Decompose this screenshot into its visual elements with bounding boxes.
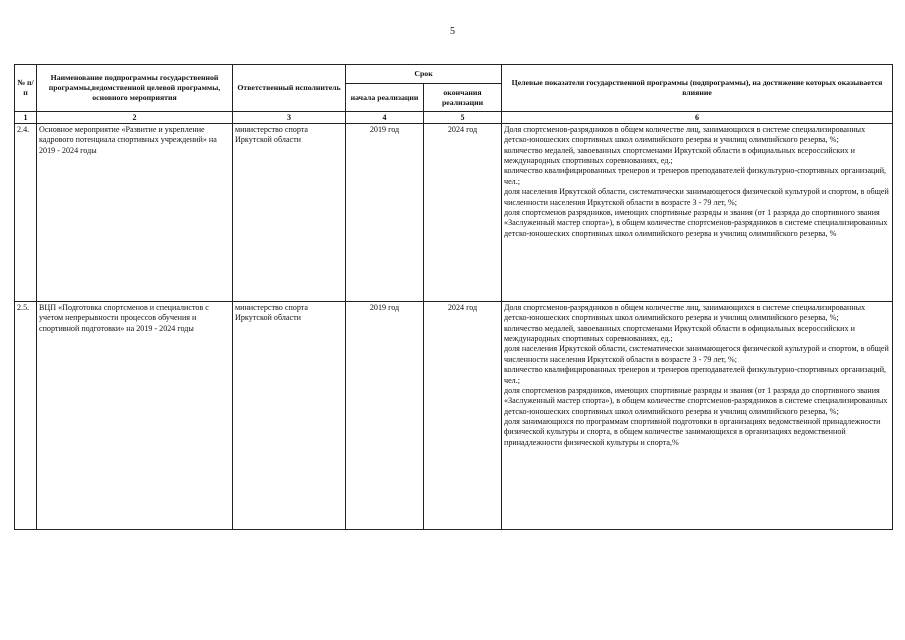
indicator-item: доля спортсменов разрядников, имеющих спортивные разряды и звания (от 1 разряда до спортивного звания «Заслуженный мастер спорта»), в общем количестве спортсменов-разрядников в системе специализированных детско-юношеских спортивных школ олимпийского резерва и училищ олимпийского резерва, %;	[504, 385, 888, 416]
column-numbers-row	[15, 112, 893, 124]
indicator-item: доля населения Иркутской области, систематически занимающегося физической культурой и спортом, в общей численности населения Иркутской области в возрасте 3 - 79 лет, %;	[504, 344, 889, 364]
row-start: 2019 год	[346, 124, 424, 302]
indicator-item: Доля спортсменов-разрядников в общем количестве лиц, занимающихся в системе специализированных детско-юношеских спортивных школ олимпийского резерва и училищ олимпийского резерва, %;	[504, 303, 866, 323]
row-num: 2.4.	[15, 124, 37, 302]
row-name: ВЦП «Подготовка спортсменов и специалистов с учетом непрерывности процессов обучения и спортивной подготовки» на 2019 - 2024 годы	[37, 302, 233, 530]
header-term: Срок	[346, 65, 502, 84]
header-name: Наименование подпрограммы государственной программы,ведомственной целевой программы, основного мероприятия	[37, 65, 233, 112]
row-name: Основное мероприятие «Развитие и укрепление кадрового потенциала спортивных учреждений» на 2019 - 2024 годы	[37, 124, 233, 302]
table-row	[15, 124, 893, 302]
table-row	[15, 302, 893, 530]
row-num: 2.5.	[15, 302, 37, 530]
indicator-item: доля занимающихся по программам спортивной подготовки в организациях ведомственной принадлежности физической культуры и спорта, в общем количестве занимающихся в организациях ведомственной принадлежности физической культуры и спорта,%	[504, 416, 881, 447]
indicator-item: доля населения Иркутской области, систематически занимающегося физической культурой и спортом, в общей численности населения Иркутской области в возрасте 3 - 79 лет, %;	[504, 187, 889, 207]
column-number: 3	[233, 112, 346, 124]
header-indicators: Целевые показатели государственной программы (подпрограммы), на достижение которых оказывается влияние	[502, 65, 893, 112]
column-number: 4	[346, 112, 424, 124]
row-start: 2019 год	[346, 302, 424, 530]
page-number: 5	[450, 26, 455, 37]
row-indicators	[502, 302, 893, 530]
indicator-item: количество медалей, завоеванных спортсменами Иркутской области в официальных всероссийских и международных спортивных соревнованиях, ед.;	[504, 323, 855, 344]
header-num: № п/п	[15, 65, 37, 112]
header-end: окончания реализации	[424, 84, 502, 112]
column-number: 1	[15, 112, 37, 124]
indicator-item: количество квалифицированных тренеров и тренеров преподавателей физкультурно-спортивных организаций, чел.;	[504, 166, 887, 186]
column-number: 5	[424, 112, 502, 124]
header-executor: Ответственный исполнитель	[233, 65, 346, 112]
row-indicators	[502, 124, 893, 302]
row-executor: министерство спорта Иркутской области	[233, 124, 346, 302]
column-number: 2	[37, 112, 233, 124]
indicator-item: количество медалей, завоеванных спортсменами Иркутской области в официальных всероссийских и международных спортивных соревнованиях, ед.;	[504, 145, 855, 166]
header-start: начала реализации	[346, 84, 424, 112]
row-executor: министерство спорта Иркутской области	[233, 302, 346, 530]
indicator-item: доля спортсменов разрядников, имеющих спортивные разряды и звания (от 1 разряда до спортивного звания «Заслуженный мастер спорта»), в общем количестве спортсменов-разрядников в системе специализированных детско-юношеских спортивных школ олимпийского резерва и училищ олимпийского резерва, %	[504, 207, 888, 238]
row-end: 2024 год	[424, 124, 502, 302]
program-table	[14, 64, 893, 530]
column-number: 6	[502, 112, 893, 124]
indicator-item: количество квалифицированных тренеров и тренеров преподавателей физкультурно-спортивных организаций, чел.;	[504, 365, 887, 385]
row-end: 2024 год	[424, 302, 502, 530]
indicator-item: Доля спортсменов-разрядников в общем количестве лиц, занимающихся в системе специализированных детско-юношеских спортивных школ олимпийского резерва и училищ олимпийского резерва, %;	[504, 125, 866, 145]
